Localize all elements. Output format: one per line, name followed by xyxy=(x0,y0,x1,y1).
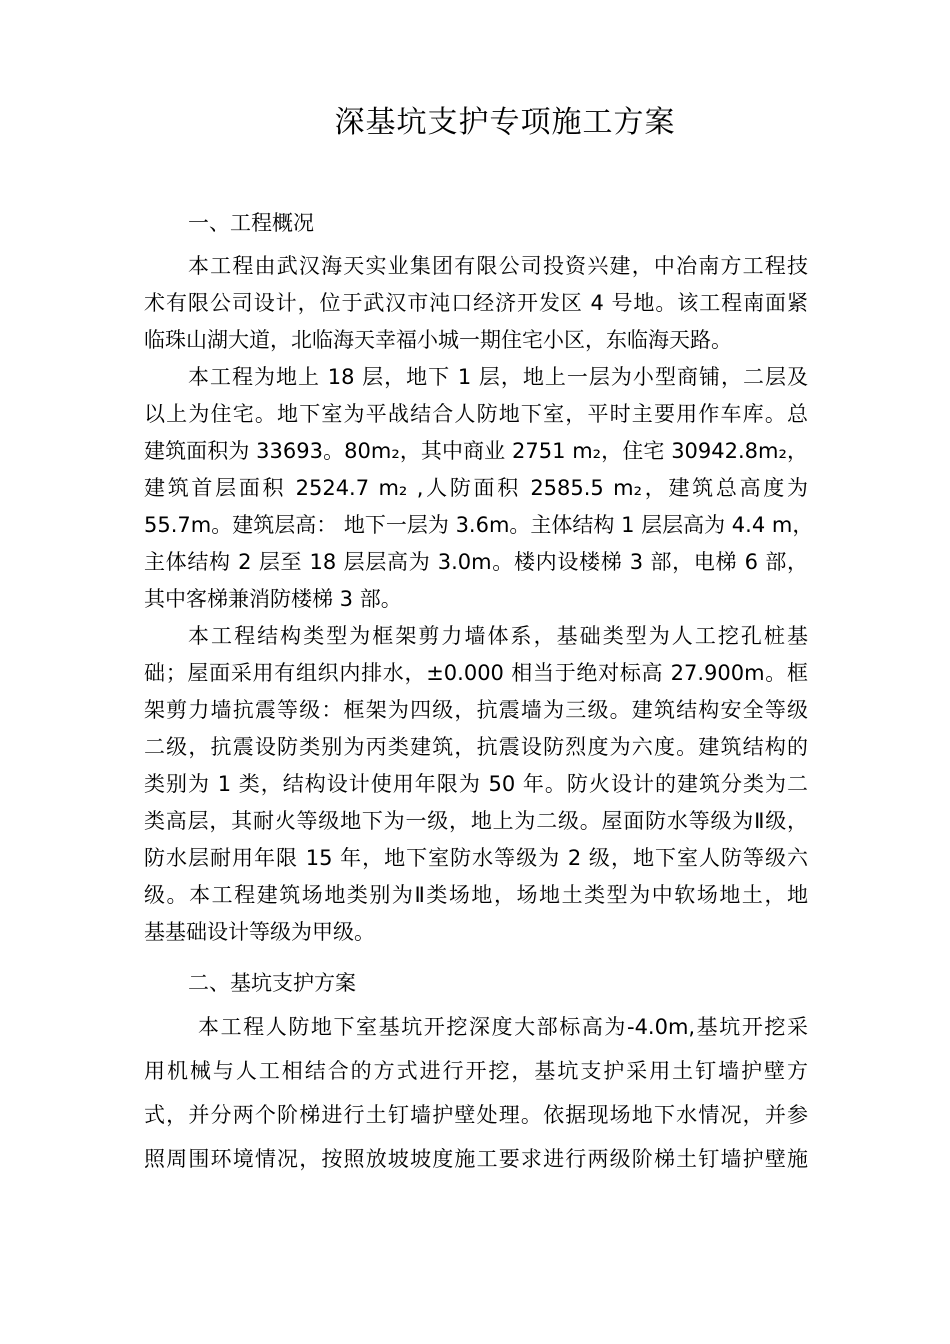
document-title: 深基坑支护专项施工方案 xyxy=(334,105,676,140)
paragraph-line: 照周围环境情况，按照放坡坡度施工要求进行两级阶梯土钉墙护壁施 xyxy=(144,1147,808,1171)
paragraph-line: 本工程人防地下室基坑开挖深度大部标高为-4.0m,基坑开挖采 xyxy=(198,1015,808,1039)
paragraph-line: 建筑面积为 33693。80m₂，其中商业 2751 m₂，住宅 30942.8m₂， xyxy=(144,439,808,463)
paragraph-line: 以上为住宅。地下室为平战结合人防地下室，平时主要用作车库。总 xyxy=(144,402,808,426)
paragraph-line: 其中客梯兼消防楼梯 3 部。 xyxy=(144,587,402,611)
paragraph-line: 式，并分两个阶梯进行土钉墙护壁处理。依据现场地下水情况，并参 xyxy=(144,1103,808,1127)
section-heading-overview: 一、工程概况 xyxy=(188,211,314,235)
paragraph-line: 术有限公司设计，位于武汉市沌口经济开发区 4 号地。该工程南面紧 xyxy=(144,291,808,315)
paragraph-line: 基基础设计等级为甲级。 xyxy=(144,920,375,944)
paragraph-line: 础；屋面采用有组织内排水，±0.000 相当于绝对标高 27.900m。框 xyxy=(144,661,808,685)
paragraph-line: 二级，抗震设防类别为丙类建筑，抗震设防烈度为六度。建筑结构的 xyxy=(144,735,808,759)
paragraph-line: 本工程结构类型为框架剪力墙体系，基础类型为人工挖孔桩基 xyxy=(188,624,808,648)
paragraph-line: 建筑首层面积 2524.7 m₂ ,人防面积 2585.5 m₂，建筑总高度为 xyxy=(144,476,808,500)
paragraph-line: 55.7m。建筑层高： 地下一层为 3.6m。主体结构 1 层层高为 4.4 m， xyxy=(144,513,814,537)
paragraph-line: 本工程由武汉海天实业集团有限公司投资兴建，中冶南方工程技 xyxy=(188,254,808,278)
paragraph-line: 本工程为地上 18 层，地下 1 层，地上一层为小型商铺，二层及 xyxy=(188,365,808,389)
paragraph-line: 主体结构 2 层至 18 层层高为 3.0m。楼内设楼梯 3 部，电梯 6 部， xyxy=(144,550,808,574)
paragraph-line: 临珠山湖大道，北临海天幸福小城一期住宅小区，东临海天路。 xyxy=(144,328,732,352)
paragraph-line: 类别为 1 类，结构设计使用年限为 50 年。防火设计的建筑分类为二 xyxy=(144,772,808,796)
paragraph-line: 级。本工程建筑场地类别为Ⅱ类场地，场地土类型为中软场地土，地 xyxy=(144,883,808,907)
paragraph-line: 防水层耐用年限 15 年，地下室防水等级为 2 级，地下室人防等级六 xyxy=(144,846,808,870)
section-heading-support-plan: 二、基坑支护方案 xyxy=(188,971,356,995)
paragraph-line: 架剪力墙抗震等级：框架为四级，抗震墙为三级。建筑结构安全等级 xyxy=(144,698,808,722)
paragraph-line: 类高层，其耐火等级地下为一级，地上为二级。屋面防水等级为Ⅱ级， xyxy=(144,809,808,833)
paragraph-line: 用机械与人工相结合的方式进行开挖，基坑支护采用土钉墙护壁方 xyxy=(144,1059,808,1083)
